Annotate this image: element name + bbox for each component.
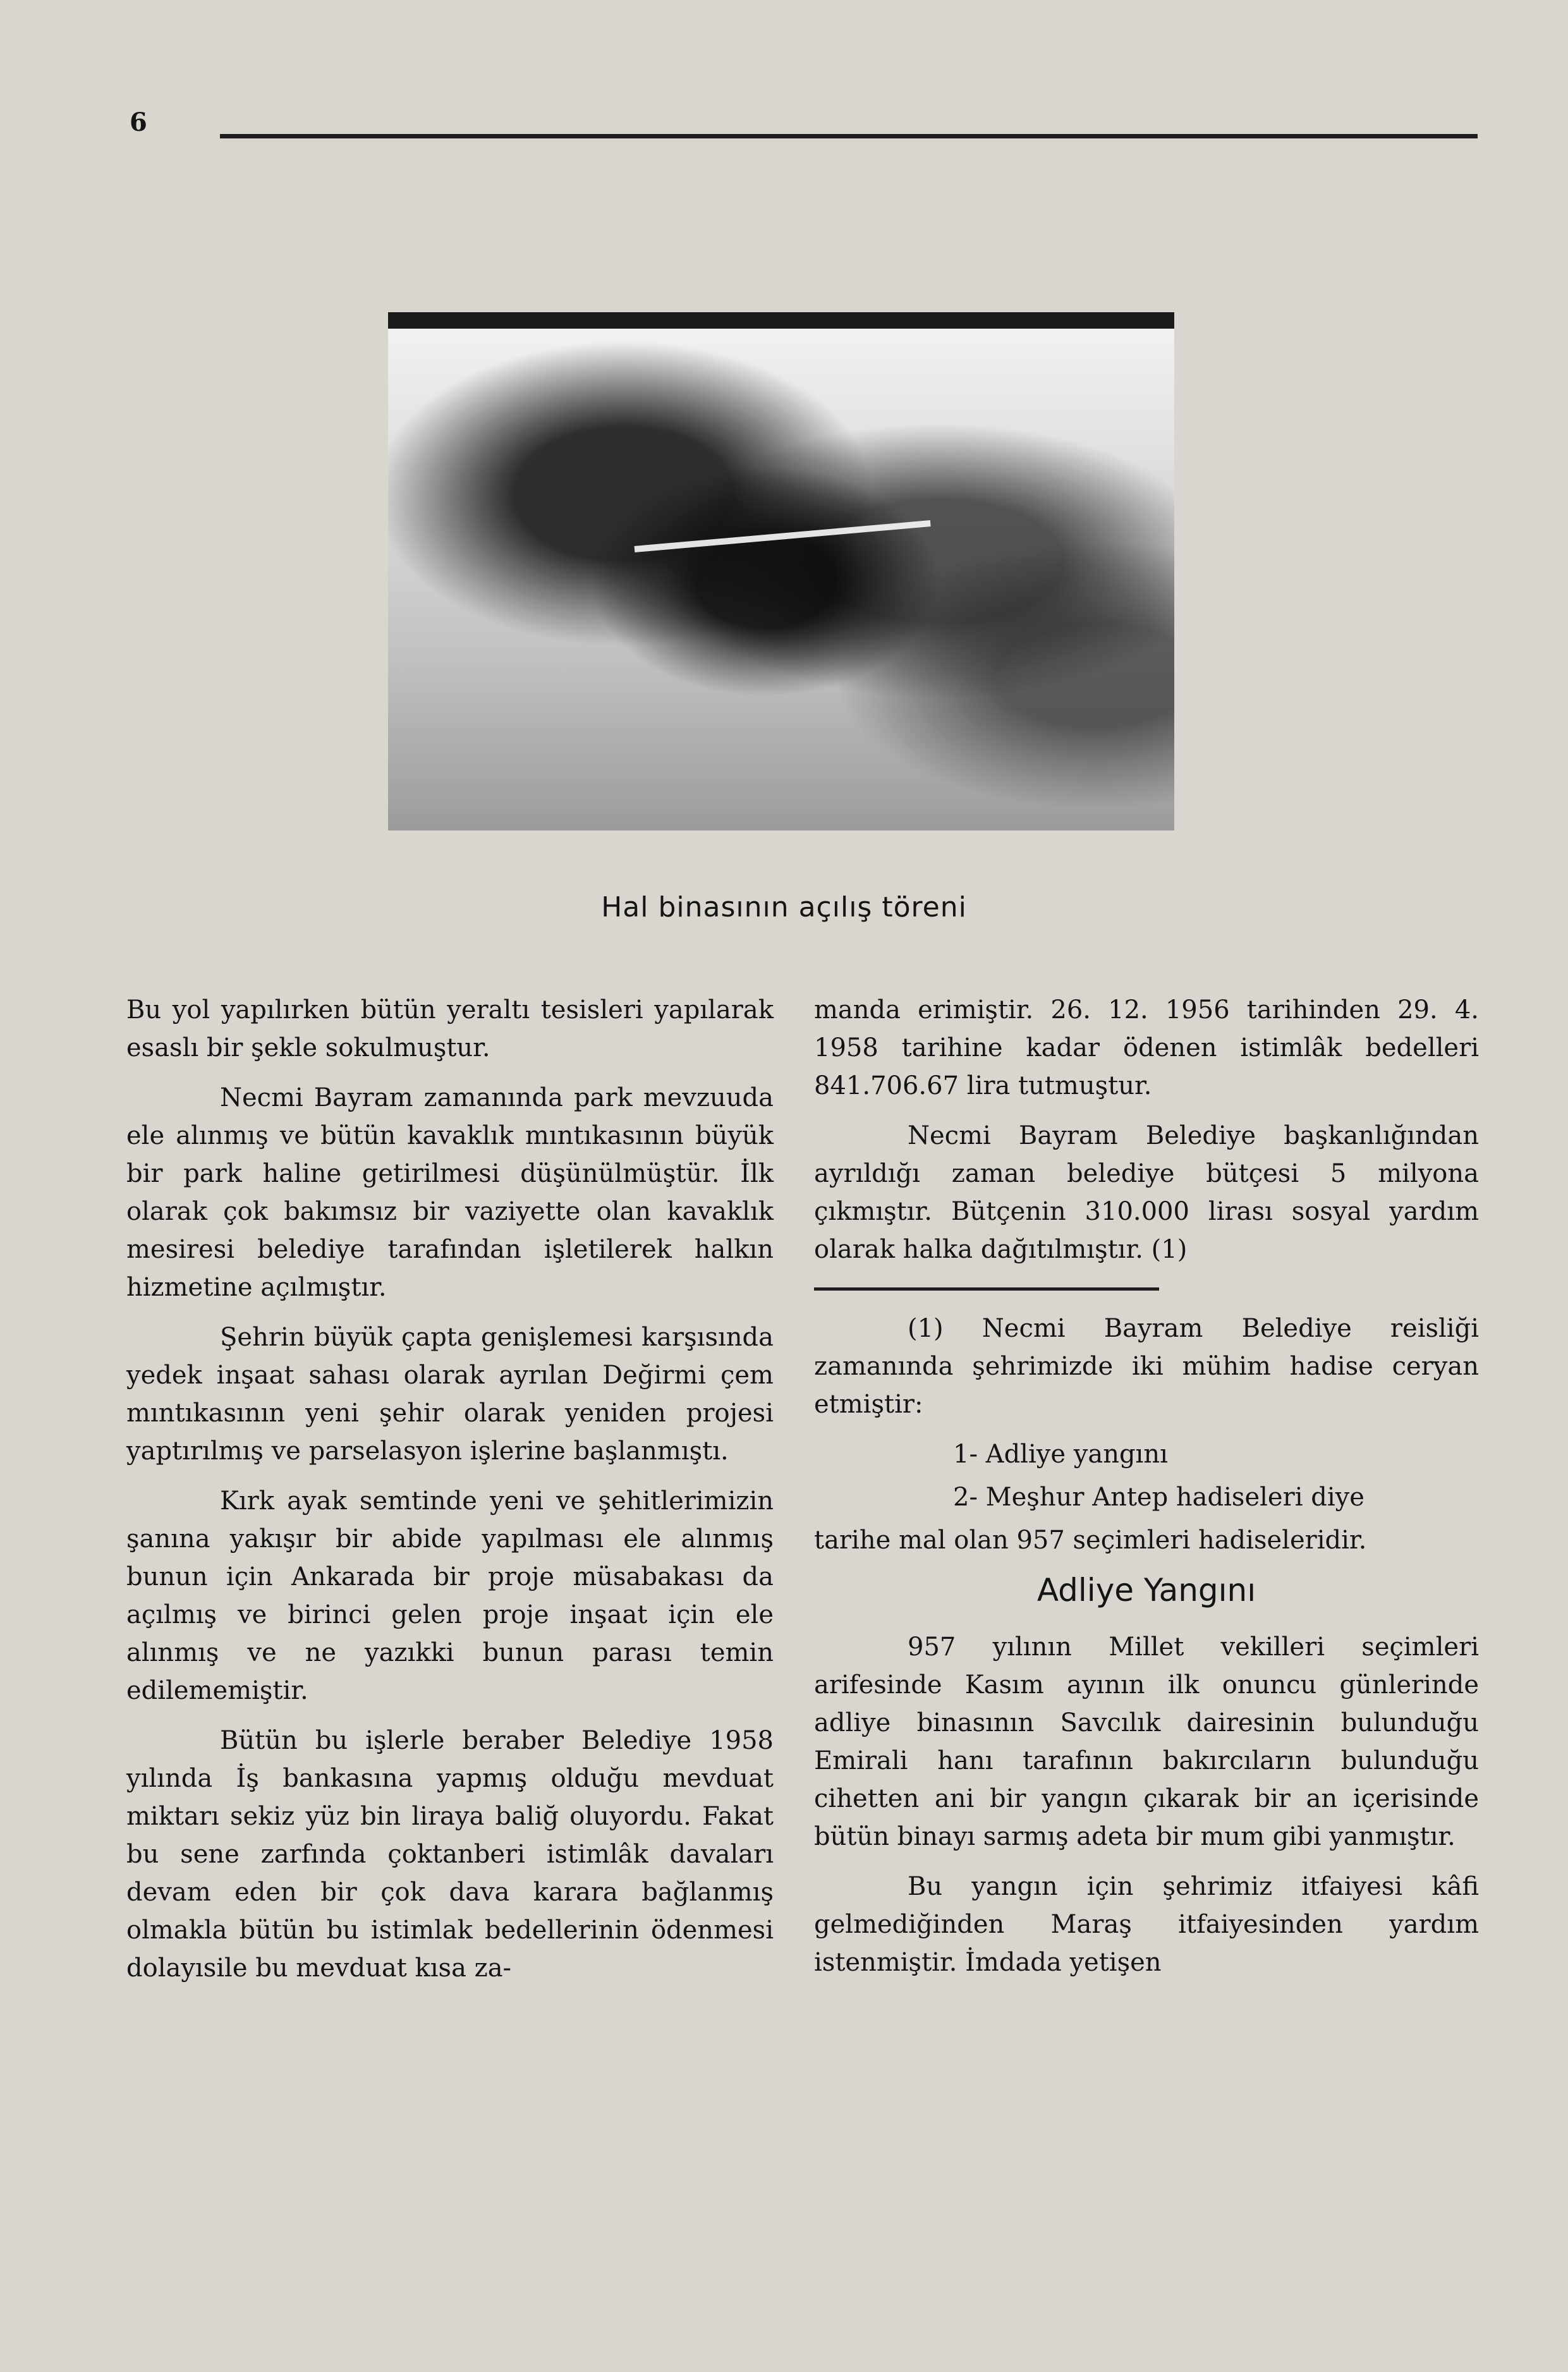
left-paragraph: Bütün bu işlerle beraber Belediye 1958 yılında İş bankasına yapmış olduğu mevduat miktarı sekiz yüz bin liraya baliğ oluyordu. Fakat bu sene zarfında çoktanberi istimlâk davaları devam eden bir çok dava karara bağlanmış olmakla bütün bu istimlak bedellerinin ödenmesi dolayısile bu mevduat kısa za- [126,1726,774,1983]
left-paragraph: Bu yol yapılırken bütün yeraltı tesisleri yapılarak esaslı bir şekle sokulmuştur. [126,995,774,1062]
footnote-intro: (1) Necmi Bayram Belediye reisliği zamanında şehrimizde iki mühim hadise ceryan etmiştir: [814,1314,1479,1419]
photo-ribbon [635,520,931,552]
right-paragraph-fire: 957 yılının Millet vekilleri seçimleri arifesinde Kasım ayının ilk onuncu günlerinde adliye binasının Savcılık dairesinin bulunduğu Emirali hanı tarafının bakırcıların bulunduğu cihetten ani bir yangın çıkarak bir an içerisinde bütün binayı sarmış adeta bir mum gibi yanmıştır. [814,1633,1479,1851]
photo-overhead-bar [388,312,1174,329]
left-paragraph: Şehrin büyük çapta genişlemesi karşısında yedek inşaat sahası olarak ayrılan Değirmi çem mıntıkasının yeni şehir olarak yeniden projesi yaptırılmış ve parselasyon işlerine başlanmıştı. [126,1323,774,1466]
page-number: 6 [130,107,147,137]
footnote-rule [814,1287,1159,1291]
footnote-item: 2- Meşhur Antep hadiseleri diye [953,1483,1364,1512]
left-paragraph: Necmi Bayram zamanında park mevzuuda ele alınmış ve bütün kavaklık mıntıkasının büyük bir park haline getirilmesi düşünülmüştür. İlk olarak çok bakımsız bir vaziyette olan kavaklık mesiresi belediye tarafından işletilerek halkın hizmetine açılmıştır. [126,1083,774,1302]
right-paragraph-budget: Necmi Bayram Belediye başkanlığından ayrıldığı zaman belediye bütçesi 5 milyona çıkmıştır. Bütçenin 310.000 lirası sosyal yardım olarak halka dağıtılmıştır. (1) [814,1121,1479,1264]
left-paragraph: Kırk ayak semtinde yeni ve şehitlerimizin şanına yakışır bir abide yapılması ele alınmış bunun için Ankarada bir proje müsabakası da açılmış ve birinci gelen proje inşaat için ele alınmış ve ne yazıkki bunun parası temin edilememiştir. [126,1487,774,1705]
footnote-tail: tarihe mal olan 957 seçimleri hadiseleridir. [814,1526,1367,1555]
footnote-item: 1- Adliye yangını [953,1440,1168,1469]
left-column [126,991,774,1999]
right-paragraph-firefighters: Bu yangın için şehrimiz itfaiyesi kâfi gelmediğinden Maraş itfaiyesinden yardım istenmiştir. İmdada yetişen [814,1872,1479,1977]
right-column [814,991,1479,1993]
section-heading: Adliye Yangını [1036,1572,1256,1609]
photo-caption: Hal binasının açılış töreni [601,891,967,923]
right-continuation: manda erimiştir. 26. 12. 1956 tarihinden 29. 4. 1958 tarihine kadar ödenen istimlâk bedelleri 841.706.67 lira tutmuştur. [814,995,1479,1100]
header-rule [220,134,1478,138]
ceremony-photo [388,312,1174,830]
